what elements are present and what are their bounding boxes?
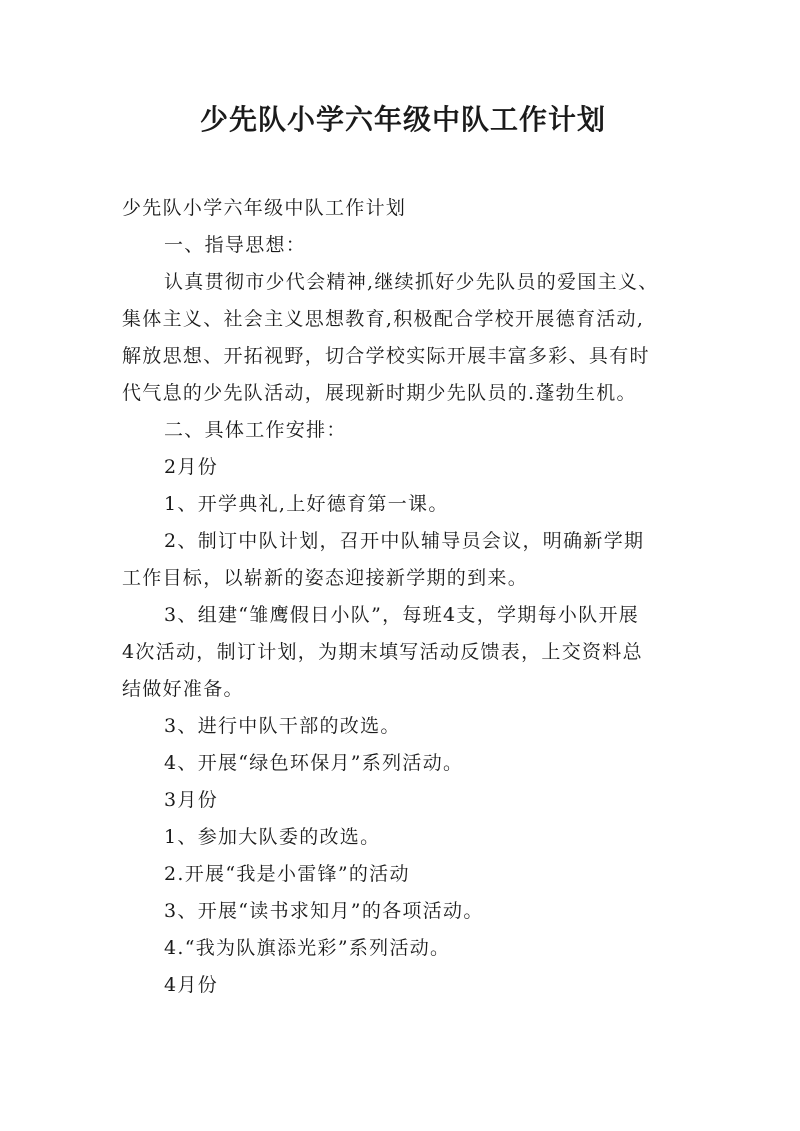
paragraph-line: 结做好准备。 — [122, 678, 244, 700]
paragraph-line: 集体主义、社会主义思想教育,积极配合学校开展德育活动, — [122, 308, 645, 330]
paragraph-line: 认真贯彻市少代会精神,继续抓好少先队员的爱国主义、 — [164, 271, 659, 293]
month-heading-april: 4月份 — [164, 974, 218, 996]
document-subtitle: 少先队小学六年级中队工作计划 — [122, 197, 407, 219]
list-item: 3、进行中队干部的改选。 — [164, 715, 401, 737]
list-item: 1、参加大队委的改选。 — [164, 826, 381, 848]
list-item: 2.开展“我是小雷锋”的活动 — [164, 863, 410, 885]
paragraph-line: 解放思想、开拓视野，切合学校实际开展丰富多彩、具有时 — [122, 345, 650, 367]
list-item: 4、开展“绿色环保月”系列活动。 — [164, 752, 464, 774]
document-body — [122, 190, 684, 1004]
paragraph-line: 工作目标，以崭新的姿态迎接新学期的到来。 — [122, 567, 529, 589]
section-heading-work-arrangement: 二、具体工作安排： — [164, 419, 347, 441]
paragraph-line: 代气息的少先队活动，展现新时期少先队员的.蓬勃生机。 — [122, 382, 637, 404]
document-title: 少先队小学六年级中队工作计划 — [199, 103, 606, 136]
paragraph-line: 3、组建“雏鹰假日小队”，每班4支，学期每小队开展 — [164, 604, 640, 626]
guiding-ideology-paragraph — [122, 264, 684, 412]
list-item: 4.“我为队旗添光彩”系列活动。 — [164, 937, 451, 959]
month-heading-february: 2月份 — [164, 456, 218, 478]
list-item: 3、开展“读书求知月”的各项活动。 — [164, 900, 484, 922]
section-heading-guiding-ideology: 一、指导思想： — [164, 234, 307, 256]
list-item — [122, 597, 684, 708]
paragraph-line: 4次活动，制订计划，为期末填写活动反馈表，上交资料总 — [122, 641, 643, 663]
paragraph-line: 2、制订中队计划，召开中队辅导员会议，明确新学期 — [164, 530, 645, 552]
list-item: 1、开学典礼,上好德育第一课。 — [164, 493, 449, 515]
list-item — [122, 523, 684, 597]
month-heading-march: 3月份 — [164, 789, 218, 811]
